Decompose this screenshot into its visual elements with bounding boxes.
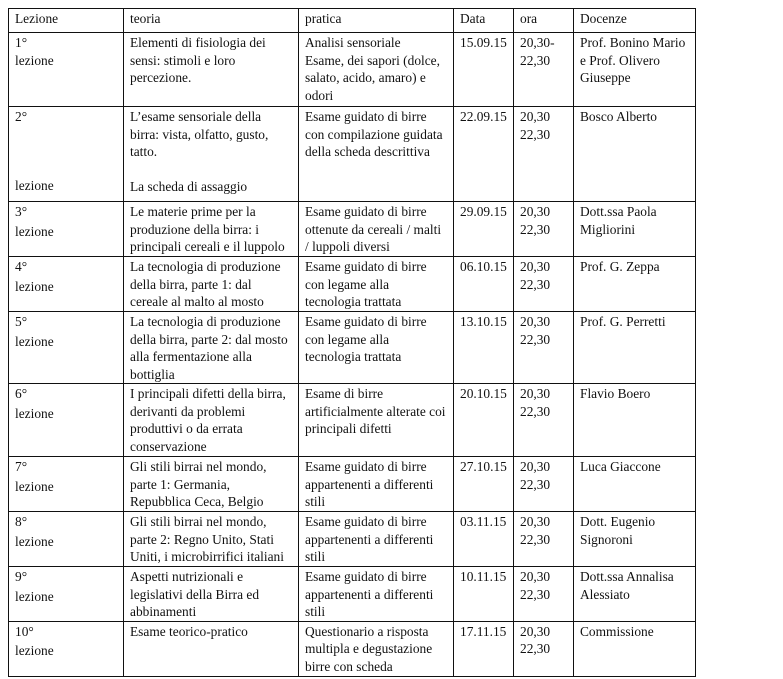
pratica-cell (299, 567, 454, 622)
lezione-cell (9, 33, 124, 107)
lezione-cell (9, 621, 124, 676)
teoria-text: Gli stili birrai nel mondo, parte 2: Regno Unito, Stati Uniti, i microbirrifici italiani (130, 514, 284, 564)
ora-start: 20,30 (520, 386, 551, 401)
docenze-cell: Dott. Eugenio Signoroni (574, 512, 696, 567)
pratica-cell (299, 33, 454, 107)
docenze-cell: Prof. G. Perretti (574, 312, 696, 384)
teoria-cell (124, 312, 299, 384)
data-cell: 20.10.15 (454, 384, 514, 457)
ora-start: 20,30 (520, 259, 551, 274)
lesson-word: lezione (15, 52, 54, 68)
lesson-number: 1° (15, 35, 28, 50)
header-pratica: pratica (299, 9, 454, 33)
ora-cell (514, 512, 574, 567)
table-row (9, 567, 696, 622)
pratica-cell (299, 312, 454, 384)
docenze-cell: Luca Giaccone (574, 457, 696, 512)
lesson-word: lezione (15, 643, 54, 658)
ora-cell (514, 312, 574, 384)
header-docenze: Docenze (574, 9, 696, 33)
table-row (9, 621, 696, 676)
docenze-cell: Dott.ssa Paola Migliorini (574, 202, 696, 257)
ora-end: 22,30 (520, 52, 551, 68)
data-cell: 27.10.15 (454, 457, 514, 512)
header-row (9, 9, 696, 33)
pratica-text: Esame guidato di birre con legame alla tecnologia trattata (305, 314, 427, 364)
ora-cell (514, 384, 574, 457)
lezione-cell (9, 512, 124, 567)
lesson-number: 2° (15, 109, 28, 124)
lezione-cell (9, 457, 124, 512)
table-row (9, 312, 696, 384)
teoria-text: La tecnologia di produzione della birra, parte 2: dal mosto alla fermentazione alla bottiglia (130, 314, 288, 382)
ora-cell (514, 457, 574, 512)
pratica-text: Esame guidato di birre con compilazione guidata della scheda descrittiva (305, 109, 443, 159)
ora-start: 20,30 (520, 623, 551, 639)
ora-end: 22,30 (520, 126, 551, 142)
teoria-text: Elementi di fisiologia dei sensi: stimoli e loro percezione. (130, 35, 266, 85)
data-cell: 17.11.15 (454, 621, 514, 676)
teoria-cell (124, 107, 299, 202)
ora-start: 20,30 (520, 459, 551, 474)
ora-end: 22,30 (520, 586, 551, 602)
table-row (9, 202, 696, 257)
teoria-cell (124, 33, 299, 107)
teoria-text: L’esame sensoriale della birra: vista, olfatto, gusto, tatto. (130, 109, 269, 159)
pratica-cell (299, 257, 454, 312)
teoria-text: La scheda di assaggio (130, 178, 248, 194)
lezione-cell (9, 202, 124, 257)
teoria-text: Esame teorico-pratico (130, 623, 248, 639)
lesson-number: 4° (15, 259, 28, 274)
ora-start: 20,30 (520, 514, 551, 529)
lesson-number: 3° (15, 204, 28, 219)
docenze-cell: Bosco Alberto (574, 107, 696, 202)
table-row (9, 457, 696, 512)
data-cell: 03.11.15 (454, 512, 514, 567)
table-row (9, 384, 696, 457)
table-row (9, 512, 696, 567)
lesson-number: 10° (15, 623, 34, 639)
ora-start: 20,30 (520, 109, 551, 124)
header-lezione: Lezione (9, 9, 124, 33)
teoria-cell (124, 457, 299, 512)
table-row (9, 33, 696, 107)
docenze-cell: Prof. Bonino Mario e Prof. Olivero Giuseppe (574, 33, 696, 107)
data-cell: 13.10.15 (454, 312, 514, 384)
lesson-word: lezione (15, 278, 54, 294)
course-schedule-table (8, 8, 696, 677)
pratica-cell (299, 202, 454, 257)
lesson-word: lezione (15, 533, 54, 549)
ora-end: 22,30 (520, 531, 551, 547)
header-teoria: teoria (124, 9, 299, 33)
data-cell: 22.09.15 (454, 107, 514, 202)
ora-start: 20,30 (520, 204, 551, 219)
table-row (9, 257, 696, 312)
table-row (9, 107, 696, 202)
lesson-number: 6° (15, 386, 28, 401)
lesson-number: 7° (15, 459, 28, 474)
ora-cell (514, 202, 574, 257)
pratica-text: Esame, dei sapori (dolce, salato, acido, amaro) e odori (305, 52, 440, 103)
lesson-word: lezione (15, 478, 54, 494)
ora-end: 22,30 (520, 403, 551, 419)
lezione-cell (9, 312, 124, 384)
pratica-cell (299, 384, 454, 457)
pratica-text: Analisi sensoriale (305, 35, 401, 50)
docenze-cell: Prof. G. Zeppa (574, 257, 696, 312)
teoria-text: Le materie prime per la produzione della birra: i principali cereali e il luppolo (130, 204, 285, 254)
pratica-text: Questionario a risposta multipla e degustazione birre con scheda (305, 623, 433, 674)
ora-start: 20,30 (520, 569, 551, 584)
teoria-text: La tecnologia di produzione della birra, parte 1: dal cereale al malto al mosto (130, 259, 281, 309)
ora-cell (514, 621, 574, 676)
ora-cell (514, 33, 574, 107)
ora-end: 22,30 (520, 331, 551, 347)
lezione-cell (9, 567, 124, 622)
pratica-text: Esame guidato di birre appartenenti a differenti stili (305, 514, 434, 564)
teoria-cell (124, 512, 299, 567)
ora-cell (514, 257, 574, 312)
pratica-text: Esame di birre artificialmente alterate coi principali difetti (305, 386, 446, 436)
ora-end: 22,30 (520, 641, 551, 656)
lezione-cell (9, 107, 124, 202)
data-cell: 29.09.15 (454, 202, 514, 257)
pratica-text: Esame guidato di birre con legame alla tecnologia trattata (305, 259, 427, 309)
teoria-text: Gli stili birrai nel mondo, parte 1: Germania, Repubblica Ceca, Belgio (130, 459, 267, 509)
pratica-cell (299, 512, 454, 567)
ora-start: 20,30- (520, 35, 555, 50)
teoria-cell (124, 257, 299, 312)
lesson-word: lezione (15, 223, 54, 239)
teoria-cell (124, 621, 299, 676)
ora-end: 22,30 (520, 276, 551, 292)
header-data: Data (454, 9, 514, 33)
docenze-cell: Commissione (574, 621, 696, 676)
teoria-text: Aspetti nutrizionali e legislativi della Birra ed abbinamenti (130, 569, 260, 619)
data-cell: 15.09.15 (454, 33, 514, 107)
lesson-number: 9° (15, 569, 28, 584)
ora-end: 22,30 (520, 221, 551, 237)
pratica-cell (299, 457, 454, 512)
ora-end: 22,30 (520, 476, 551, 492)
lesson-word: lezione (15, 177, 54, 193)
lesson-number: 5° (15, 314, 28, 329)
lesson-word: lezione (15, 588, 54, 604)
data-cell: 06.10.15 (454, 257, 514, 312)
teoria-cell (124, 202, 299, 257)
pratica-text: Esame guidato di birre ottenute da cereali / malti / luppoli diversi (305, 204, 442, 254)
pratica-cell (299, 621, 454, 676)
pratica-text: Esame guidato di birre appartenenti a differenti stili (305, 459, 434, 509)
docenze-cell: Flavio Boero (574, 384, 696, 457)
lesson-word: lezione (15, 405, 54, 421)
header-ora: ora (514, 9, 574, 33)
ora-cell (514, 567, 574, 622)
lezione-cell (9, 384, 124, 457)
ora-start: 20,30 (520, 314, 551, 329)
lesson-number: 8° (15, 514, 28, 529)
data-cell: 10.11.15 (454, 567, 514, 622)
lesson-word: lezione (15, 333, 54, 349)
pratica-text: Esame guidato di birre appartenenti a differenti stili (305, 569, 434, 619)
pratica-cell (299, 107, 454, 202)
teoria-cell (124, 567, 299, 622)
teoria-text: I principali difetti della birra, derivanti da problemi produttivi o da errata conservazione (130, 386, 286, 454)
teoria-cell (124, 384, 299, 457)
ora-cell (514, 107, 574, 202)
lezione-cell (9, 257, 124, 312)
docenze-cell: Dott.ssa Annalisa Alessiato (574, 567, 696, 622)
